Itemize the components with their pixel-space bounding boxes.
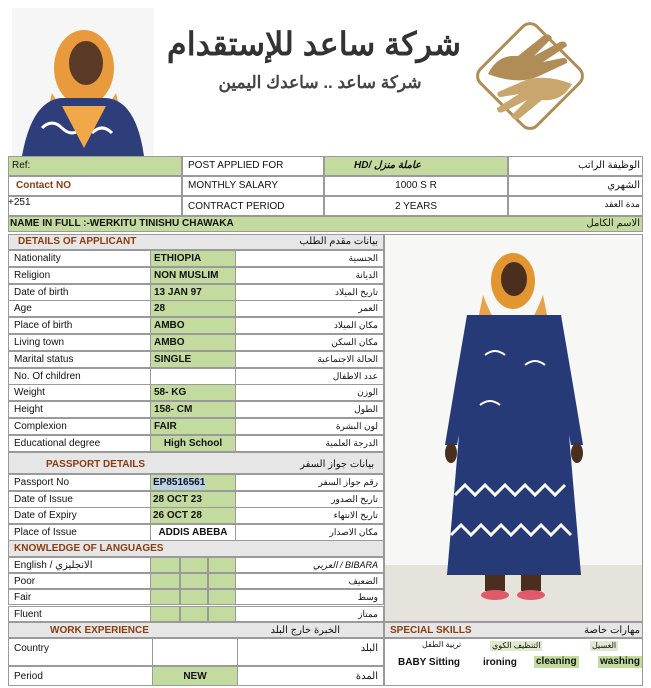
passport-label-ar: تاريخ الصدور — [331, 493, 378, 504]
skill-babysitting-text: BABY Sitting — [398, 657, 461, 668]
applicant-label: Date of birth — [14, 286, 69, 298]
applicant-label: Living town — [14, 337, 65, 348]
language-value: BIBARA / العربي — [312, 560, 378, 570]
applicant-label-ar: تاريخ الميلاد — [335, 286, 378, 297]
language-label: Fair — [14, 592, 32, 604]
language-box-c — [208, 573, 236, 589]
language-label: Poor — [14, 576, 36, 588]
ref-label: Ref: — [12, 160, 31, 171]
work-title-ar: الخبرة خارج البلد — [270, 625, 340, 636]
period-label: CONTRACT PERIOD — [188, 201, 285, 212]
language-box-c — [208, 606, 236, 622]
passport-label: Date of Issue — [14, 493, 73, 505]
passport-label: Passport No — [14, 477, 70, 488]
language-box-c — [208, 557, 236, 573]
post-value: HD/ عاملة منزل — [354, 160, 421, 171]
period-value: 2 YEARS — [394, 201, 438, 212]
country-divider-a — [152, 638, 238, 666]
language-value: ممتاز — [358, 608, 378, 619]
passport-value: ADDIS ABEBA — [158, 526, 228, 538]
language-box-a — [150, 557, 180, 573]
applicant-label: Age — [14, 303, 32, 315]
applicant-label-ar: الدرجة العلمية — [325, 437, 378, 448]
skill-ar-washing: الغسيل — [592, 641, 617, 650]
period-ar-we: المدة — [355, 671, 378, 682]
period-label-we: Period — [14, 671, 43, 682]
skill-babysitting — [398, 658, 460, 668]
salary-ar: الشهري — [607, 180, 640, 191]
period-value-we: NEW — [183, 671, 207, 682]
skills-title: SPECIAL SKILLS — [390, 625, 472, 636]
language-box-b — [180, 589, 208, 605]
passport-label-ar: مكان الاصدار — [329, 526, 378, 537]
work-title: WORK EXPERIENCE — [50, 625, 149, 636]
skill-washing: washing — [600, 656, 641, 667]
applicant-label-ar: عدد الاطفال — [332, 370, 378, 381]
applicant-label: Place of birth — [14, 320, 73, 332]
ref-cell — [8, 156, 182, 176]
applicant-label: Nationality — [14, 253, 61, 264]
applicant-label-ar: الديانة — [355, 269, 378, 280]
applicant-label: Marital status — [14, 353, 74, 365]
applicant-label: Religion — [14, 269, 51, 281]
salary-label: MONTHLY SALARY — [188, 180, 279, 191]
language-box-b — [180, 557, 208, 573]
full-name-ar: الاسم الكامل — [586, 218, 640, 229]
header-photo-frame — [12, 8, 154, 156]
language-value: وسط — [357, 592, 378, 603]
skill-ar-baby: تربية الطفل — [422, 640, 462, 649]
applicant-title-ar: بيانات مقدم الطلب — [299, 236, 378, 247]
language-label: English / الانجليزي — [14, 560, 93, 571]
period-ar: مدة العقد — [604, 199, 640, 209]
applicant-value: 28 — [154, 303, 166, 315]
language-box-a — [150, 589, 180, 605]
applicant-label: Height — [14, 404, 43, 416]
contact-value: +251 — [8, 197, 31, 208]
country-label: Country — [14, 643, 50, 654]
applicant-value: AMBO — [154, 320, 185, 332]
passport-label: Date of Expiry — [14, 510, 77, 521]
language-box-b — [180, 573, 208, 589]
applicant-label: Educational degree — [14, 437, 101, 449]
skill-cleaning: cleaning — [536, 656, 577, 667]
applicant-label-ar: الوزن — [357, 387, 378, 398]
contact-value-cell — [8, 196, 182, 216]
languages-title: KNOWLEDGE OF LANGUAGES — [14, 543, 164, 554]
full-name: NAME IN FULL :-WERKITU TINISHU CHAWAKA — [10, 218, 234, 229]
applicant-label: No. Of children — [14, 370, 81, 382]
language-value: الضعيف — [348, 576, 378, 587]
applicant-value: High School — [163, 437, 223, 449]
passport-value: 26 OCT 28 — [153, 510, 202, 521]
applicant-label-ar: العمر — [358, 303, 378, 314]
company-logo-icon — [468, 14, 592, 138]
post-ar: الوظيفة الراتب — [578, 160, 640, 171]
company-name-ar: شركة ساعد للإستقدام — [166, 26, 461, 62]
passport-label-ar: رقم جواز السفر — [318, 477, 378, 487]
passport-title: PASSPORT DETAILS — [46, 459, 146, 470]
applicant-label: Weight — [14, 387, 45, 399]
applicant-value: 58- KG — [154, 387, 187, 399]
applicant-value: 13 JAN 97 — [154, 286, 202, 298]
salary-value: 1000 S R — [395, 180, 437, 191]
language-box-b — [180, 606, 208, 622]
applicant-value: 158- CM — [154, 404, 193, 416]
passport-title-ar: بيانات جواز السفر — [300, 459, 374, 470]
applicant-label-ar: لون البشرة — [335, 421, 378, 431]
applicant-value: ETHIOPIA — [154, 253, 202, 264]
applicant-label: Complexion — [14, 421, 67, 432]
language-label: Fluent — [14, 608, 42, 620]
post-label: POST APPLIED FOR — [188, 160, 284, 171]
skills-title-ar: مهارات خاصة — [584, 625, 640, 636]
applicant-label-ar: الجنسية — [348, 253, 378, 263]
skill-ar-cleaning: التنظيف الكوي — [492, 641, 541, 650]
applicant-value: FAIR — [154, 421, 177, 432]
language-box-a — [150, 606, 180, 622]
full-body-photo-frame — [384, 234, 643, 622]
skill-ironing: ironing — [483, 657, 517, 668]
applicant-label-ar: الحالة الاجتماعية — [317, 353, 378, 364]
passport-value: EP8516561 — [153, 477, 206, 488]
country-ar: البلد — [360, 643, 378, 654]
applicant-value: SINGLE — [154, 353, 192, 365]
passport-value: 28 OCT 23 — [153, 493, 202, 505]
portrait-photo — [12, 8, 154, 156]
applicant-title: DETAILS OF APPLICANT — [18, 236, 137, 247]
passport-label: Place of Issue — [14, 526, 77, 538]
applicant-value: AMBO — [154, 337, 185, 348]
language-box-c — [208, 589, 236, 605]
applicant-value-cell — [150, 368, 236, 385]
contact-label: Contact NO — [16, 180, 71, 191]
applicant-label-ar: مكان الميلاد — [333, 320, 378, 331]
applicant-value: NON MUSLIM — [154, 269, 219, 281]
language-box-a — [150, 573, 180, 589]
full-body-photo — [385, 235, 642, 621]
applicant-label-ar: مكان السكن — [331, 337, 378, 347]
company-slogan-ar: شركة ساعد .. ساعدك اليمين — [218, 73, 422, 92]
applicant-label-ar: الطول — [354, 404, 378, 415]
passport-label-ar: تاريخ الانتهاء — [333, 510, 378, 520]
